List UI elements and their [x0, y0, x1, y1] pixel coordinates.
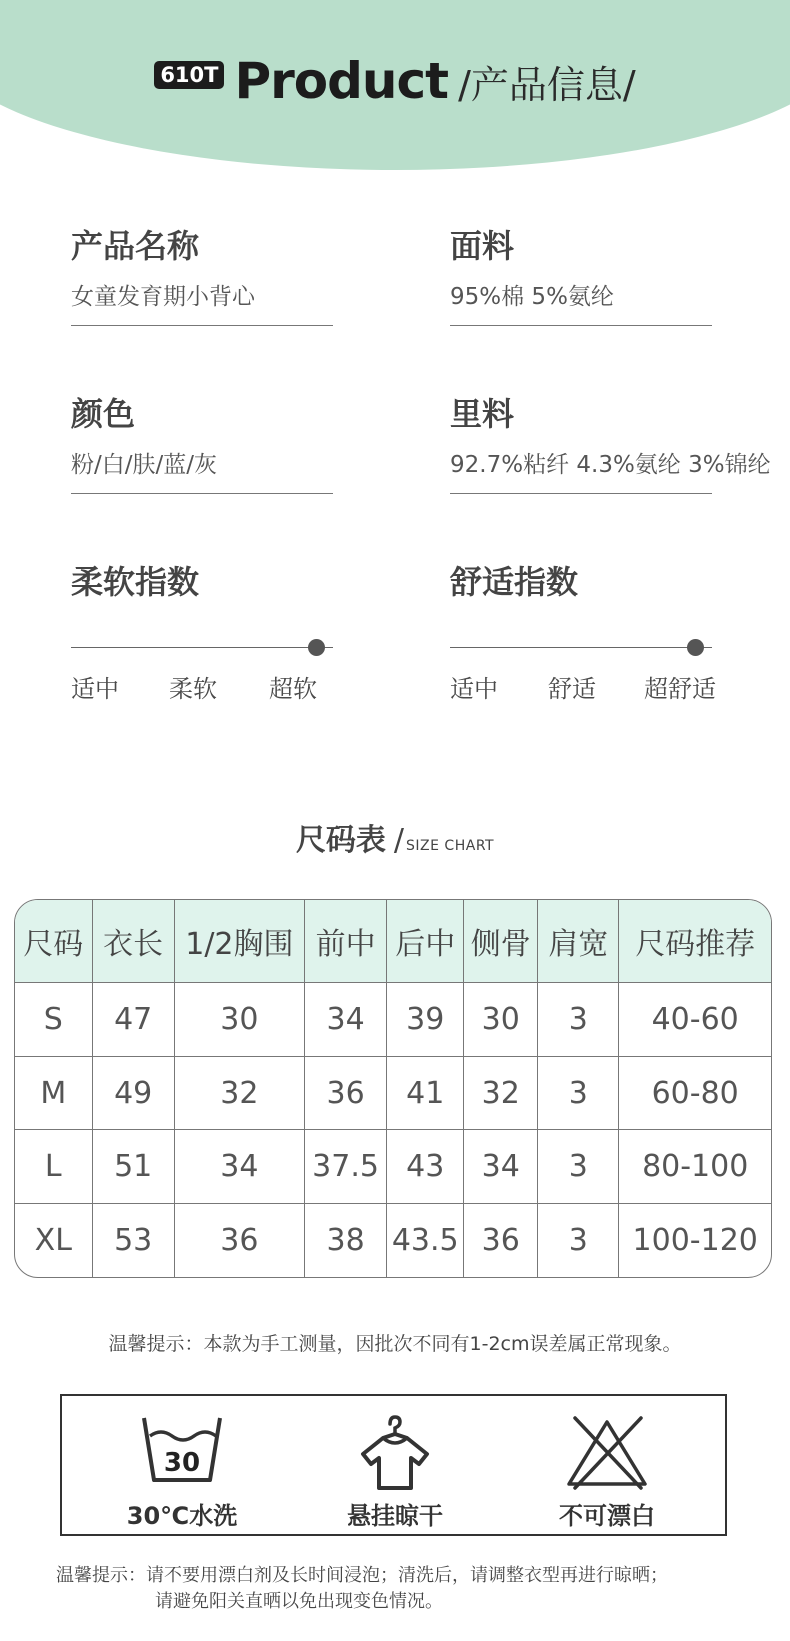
- scale-label-low: 适中: [71, 675, 119, 703]
- table-header-cell: 尺码: [15, 900, 92, 982]
- table-header-cell: 1/2胸围: [174, 900, 304, 982]
- size-table: [14, 899, 772, 1278]
- scale-label-low: 适中: [450, 675, 498, 703]
- comfort-index: [450, 562, 716, 703]
- table-cell: 80-100: [619, 1130, 771, 1204]
- scale-label-high: 超软: [269, 675, 317, 703]
- table-cell: M: [15, 1056, 92, 1130]
- field-value: 粉/白/肤/蓝/灰: [71, 452, 217, 478]
- table-header-cell: 侧骨: [464, 900, 538, 982]
- care-label: 不可漂白: [559, 1502, 655, 1530]
- table-cell: 39: [387, 982, 464, 1056]
- field-product-name: [71, 226, 333, 326]
- table-row: [15, 1204, 771, 1277]
- field-color: [71, 394, 333, 494]
- care-instructions: [60, 1394, 727, 1536]
- size-chart-title-cn: 尺码表: [295, 823, 386, 858]
- care-item-no-bleach: [507, 1396, 707, 1536]
- table-header-cell: 肩宽: [538, 900, 619, 982]
- table-cell: S: [15, 982, 92, 1056]
- field-value: 95%棉 5%氨纶: [450, 284, 614, 310]
- model-badge: 610T: [154, 61, 224, 89]
- hang-dry-icon: [353, 1414, 437, 1490]
- softness-scale: [71, 669, 333, 703]
- comfort-label: 舒适指数: [450, 563, 579, 601]
- table-cell: 41: [387, 1056, 464, 1130]
- size-chart-slash: /: [393, 823, 405, 858]
- table-row: [15, 982, 771, 1056]
- table-cell: 3: [538, 1130, 619, 1204]
- field-label: 产品名称: [71, 227, 200, 265]
- field-value: 92.7%粘纤 4.3%氨纶 3%锦纶: [450, 452, 771, 478]
- title-cn: /产品信息/: [458, 62, 636, 107]
- table-cell: 3: [538, 1056, 619, 1130]
- care-label: 30℃水洗: [126, 1502, 238, 1530]
- care-item-hang-dry: [295, 1396, 495, 1536]
- table-cell: L: [15, 1130, 92, 1204]
- table-row: [15, 1056, 771, 1130]
- header-title: [0, 52, 790, 110]
- table-cell: 3: [538, 982, 619, 1056]
- table-cell: 100-120: [619, 1204, 771, 1277]
- table-cell: 30: [464, 982, 538, 1056]
- field-divider: [71, 325, 333, 326]
- table-cell: 36: [464, 1204, 538, 1277]
- field-label: 颜色: [71, 395, 136, 433]
- comfort-track: [450, 647, 712, 648]
- table-header-cell: 尺码推荐: [619, 900, 771, 982]
- table-header-cell: 后中: [387, 900, 464, 982]
- table-cell: 43: [387, 1130, 464, 1204]
- softness-indicator: [308, 639, 325, 656]
- comfort-scale: [450, 669, 716, 703]
- table-header-cell: 衣长: [92, 900, 174, 982]
- scale-label-mid: 舒适: [548, 675, 596, 703]
- table-cell: 38: [304, 1204, 386, 1277]
- scale-label-mid: 柔软: [169, 675, 217, 703]
- care-item-wash: [82, 1396, 282, 1536]
- table-cell: 36: [304, 1056, 386, 1130]
- no-bleach-icon: [565, 1414, 649, 1490]
- table-cell: 36: [174, 1204, 304, 1277]
- scale-label-high: 超舒适: [644, 675, 716, 703]
- care-note-line-2: 请避免阳关直晒以免出现变色情况。: [155, 1591, 443, 1612]
- field-fabric: [450, 226, 712, 326]
- size-chart-title: [0, 815, 790, 859]
- softness-index: [71, 562, 333, 703]
- table-cell: 49: [92, 1056, 174, 1130]
- wash-30-icon: [140, 1414, 224, 1486]
- table-cell: 60-80: [619, 1056, 771, 1130]
- table-row: [15, 1130, 771, 1204]
- table-cell: 3: [538, 1204, 619, 1277]
- table-cell: 53: [92, 1204, 174, 1277]
- field-value: 女童发育期小背心: [71, 284, 255, 310]
- table-cell: 34: [304, 982, 386, 1056]
- size-chart-title-en: SIZE CHART: [406, 838, 495, 854]
- field-label: 里料: [450, 395, 515, 433]
- table-cell: 37.5: [304, 1130, 386, 1204]
- table-cell: 34: [174, 1130, 304, 1204]
- care-note-line-1: 温馨提示：请不要用漂白剂及长时间浸泡；清洗后，请调整衣型再进行晾晒；: [56, 1565, 668, 1586]
- softness-track: [71, 647, 333, 648]
- comfort-indicator: [687, 639, 704, 656]
- care-label: 悬挂晾干: [347, 1502, 443, 1530]
- softness-label: 柔软指数: [71, 563, 200, 601]
- table-cell: 30: [174, 982, 304, 1056]
- title-en: Product: [234, 52, 449, 110]
- field-divider: [450, 325, 712, 326]
- table-cell: 47: [92, 982, 174, 1056]
- field-label: 面料: [450, 227, 515, 265]
- table-header-row: [15, 900, 771, 982]
- table-cell: 34: [464, 1130, 538, 1204]
- table-cell: 40-60: [619, 982, 771, 1056]
- measurement-note: 温馨提示：本款为手工测量，因批次不同有1-2cm误差属正常现象。: [108, 1333, 682, 1355]
- wash-temperature: 30: [163, 1448, 201, 1478]
- field-lining: [450, 394, 771, 494]
- field-divider: [71, 493, 333, 494]
- table-header-cell: 前中: [304, 900, 386, 982]
- table-cell: 51: [92, 1130, 174, 1204]
- table-cell: 32: [464, 1056, 538, 1130]
- field-divider: [450, 493, 712, 494]
- table-cell: 43.5: [387, 1204, 464, 1277]
- table-cell: XL: [15, 1204, 92, 1277]
- table-cell: 32: [174, 1056, 304, 1130]
